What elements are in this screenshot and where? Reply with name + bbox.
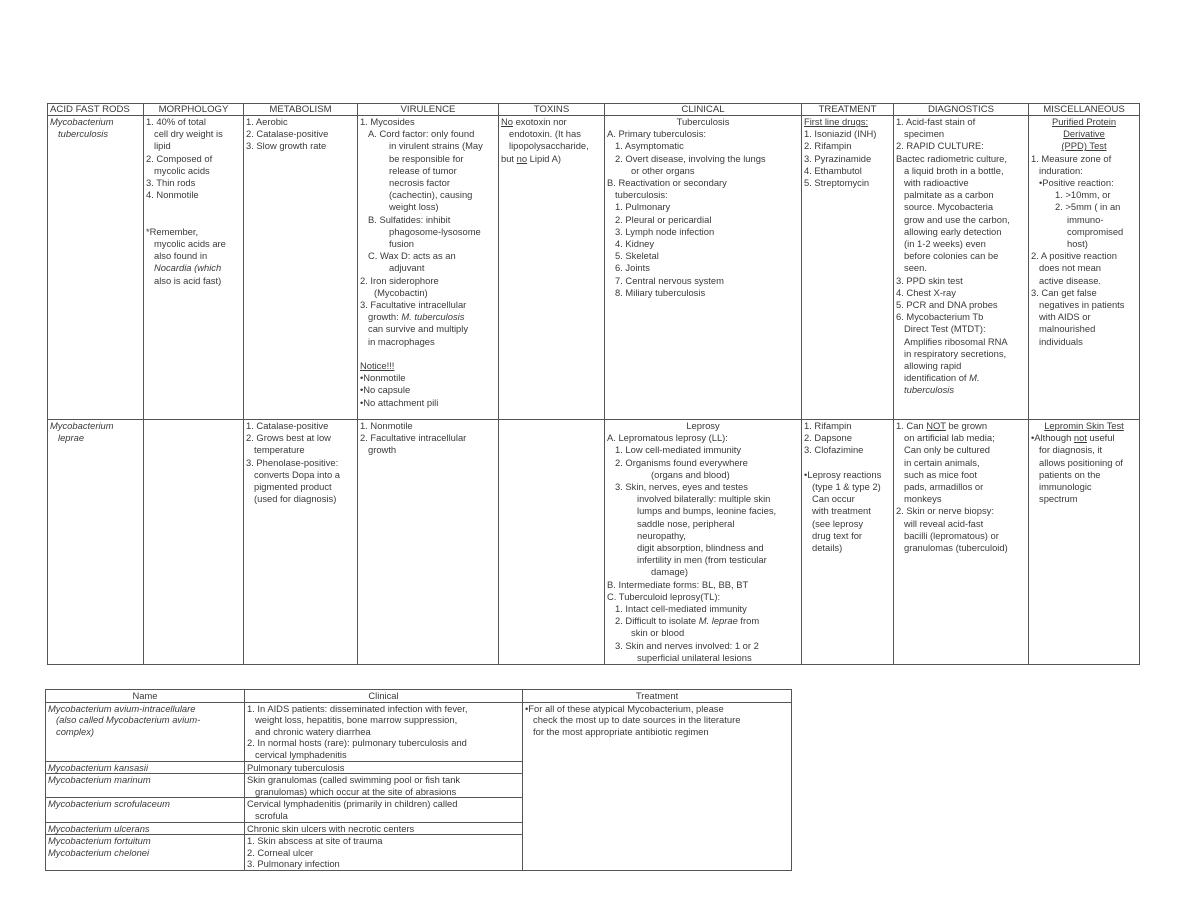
text-line: C. Wax D: acts as an xyxy=(368,250,456,262)
text-line: tuberculosis xyxy=(904,384,955,396)
text-line: tuberculosis: xyxy=(615,189,668,201)
text-line: First line drugs: xyxy=(804,116,869,127)
acid-fast-rods-table xyxy=(47,103,1140,665)
header-toxins: TOXINS xyxy=(499,104,605,116)
text-line: Mycobacterium avium-intracellulare xyxy=(48,702,196,714)
text-line: tuberculosis xyxy=(58,128,109,140)
cell-name xyxy=(46,702,245,761)
text-line: immunologic xyxy=(1039,481,1092,493)
text-line: 3. Lymph node infection xyxy=(615,225,715,237)
text-line: 3. Pyrazinamide xyxy=(804,152,872,164)
text-line: damage) xyxy=(651,566,689,578)
text-line: Lepromin Skin Test xyxy=(1044,420,1124,431)
text-line: lipopolysaccharide, xyxy=(509,140,589,152)
text-line: 2. Iron siderophore xyxy=(360,274,439,286)
text-line: mycolic acids are xyxy=(154,238,226,250)
text-line: (used for diagnosis) xyxy=(254,493,337,505)
text-line: individuals xyxy=(1039,335,1083,347)
header-metabolism: METABOLISM xyxy=(244,104,358,116)
text-line: 2. Skin or nerve biopsy: xyxy=(896,505,994,517)
text-line: 4. Ethambutol xyxy=(804,164,862,176)
text-line: Chronic skin ulcers with necrotic centers xyxy=(247,822,415,834)
text-line: 5. PCR and DNA probes xyxy=(896,299,998,311)
text-line: Mycobacterium fortuitum xyxy=(48,835,151,847)
header-name: Name xyxy=(46,690,245,703)
text-line: immuno- xyxy=(1067,213,1104,225)
text-line: Amplifies ribosomal RNA xyxy=(904,335,1008,347)
text-line: 3. Skin and nerves involved: 1 or 2 xyxy=(615,639,759,651)
cell-clinical xyxy=(245,835,523,871)
table-row xyxy=(46,702,792,761)
text-line: 1. Intact cell-mediated immunity xyxy=(615,603,747,615)
text-line: active disease. xyxy=(1039,274,1102,286)
header-clinical: Clinical xyxy=(245,690,523,703)
cell-name xyxy=(46,774,245,798)
text-line: 1. Aerobic xyxy=(246,116,288,127)
text-line xyxy=(146,201,241,213)
text-line: 1. In AIDS patients: disseminated infection with fever, xyxy=(247,702,468,714)
text-line: lipid xyxy=(154,140,171,152)
text-line: does not mean xyxy=(1039,262,1102,274)
text-line: 2. Difficult to isolate M. leprae from xyxy=(615,615,760,627)
text-line: temperature xyxy=(254,444,305,456)
text-line: •Positive reaction: xyxy=(1039,177,1114,189)
text-line: *Remember, xyxy=(146,225,199,237)
text-line: 1. Can NOT be grown xyxy=(896,420,988,431)
text-line: Mycobacterium ulcerans xyxy=(48,822,150,834)
text-line: 4. Chest X-ray xyxy=(896,286,956,298)
cell-clinical xyxy=(245,702,523,761)
text-line: before colonies can be xyxy=(904,250,999,262)
text-line: Direct Test (MTDT): xyxy=(904,323,986,335)
text-line: grow and use the carbon, xyxy=(904,213,1010,225)
text-line: 1. Pulmonary xyxy=(615,201,671,213)
cell-toxins xyxy=(499,420,605,665)
text-line: (Mycobactin) xyxy=(374,286,428,298)
text-line: Derivative xyxy=(1063,128,1105,140)
text-line: Can only be cultured xyxy=(904,444,990,456)
text-line: 2. Overt disease, involving the lungs xyxy=(615,152,766,164)
text-line: 3. Pulmonary infection xyxy=(247,858,340,870)
text-line: •For all of these atypical Mycobacterium, please xyxy=(525,702,724,714)
cell-morphology xyxy=(144,420,244,665)
cell-clinical xyxy=(245,774,523,798)
table1-header-row xyxy=(48,104,1140,116)
table2-header-row xyxy=(46,690,792,703)
header-virulence: VIRULENCE xyxy=(358,104,499,116)
cell-clinical xyxy=(245,798,523,822)
text-line: (see leprosy xyxy=(812,517,864,529)
text-line: a liquid broth in a bottle, xyxy=(904,164,1004,176)
table-row-tuberculosis xyxy=(48,116,1140,420)
text-line: weight loss) xyxy=(389,201,439,213)
text-line: •No capsule xyxy=(360,384,411,396)
text-line: 2. In normal hosts (rare): pulmonary tuberculosis and xyxy=(247,737,467,749)
text-line: C. Tuberculoid leprosy(TL): xyxy=(607,590,721,602)
text-line: 2. Corneal ulcer xyxy=(247,846,314,858)
text-line: leprae xyxy=(58,432,85,444)
text-line: with treatment xyxy=(812,505,871,517)
header-treatment: TREATMENT xyxy=(802,104,894,116)
cell-clinical xyxy=(245,761,523,774)
text-line: superficial unilateral lesions xyxy=(637,651,752,663)
text-line xyxy=(360,348,496,360)
header-treatment: Treatment xyxy=(523,690,792,703)
cell-treatment xyxy=(802,420,894,665)
text-line: 6. Mycobacterium Tb xyxy=(896,311,984,323)
text-line: 2. A positive reaction xyxy=(1031,250,1117,262)
text-line: 6. Joints xyxy=(615,262,650,274)
cell-clinical xyxy=(605,420,802,665)
text-line: 2. Organisms found everywhere xyxy=(615,456,748,468)
text-line: 1. Rifampin xyxy=(804,420,852,431)
text-line: phagosome-lysosome xyxy=(389,225,481,237)
text-line: Mycobacterium kansasii xyxy=(48,761,149,773)
header-acid-fast-rods: ACID FAST RODS xyxy=(48,104,144,116)
text-line: in respiratory secretions, xyxy=(904,347,1007,359)
text-line: identification of M. xyxy=(904,372,980,384)
text-line: with AIDS or xyxy=(1039,311,1091,323)
text-line: for the most appropriate antibiotic regimen xyxy=(533,725,709,737)
text-line: 7. Central nervous system xyxy=(615,274,724,286)
text-line: complex) xyxy=(56,725,95,737)
text-line: pads, armadillos or xyxy=(904,481,984,493)
text-line: converts Dopa into a xyxy=(254,468,340,480)
text-line: also is acid fast) xyxy=(154,274,222,286)
text-line: B. Sulfatides: inhibit xyxy=(368,213,451,225)
text-line: saddle nose, peripheral xyxy=(637,517,735,529)
text-line: (PPD) Test xyxy=(1061,140,1107,152)
text-line: 8. Miliary tuberculosis xyxy=(615,286,706,298)
text-line: 2. Dapsone xyxy=(804,432,852,444)
text-line: 2. Rifampin xyxy=(804,140,852,152)
text-line: 3. Clofazimine xyxy=(804,444,864,456)
text-line: 2. Facultative intracellular xyxy=(360,432,467,444)
text-line: cervical lymphadenitis xyxy=(255,748,347,760)
text-line: 2. Composed of xyxy=(146,152,213,164)
text-line: can survive and multiply xyxy=(368,323,469,335)
text-line: with radioactive xyxy=(904,177,969,189)
text-line: 2. >5mm ( in an xyxy=(1055,201,1121,213)
text-line: A. Primary tuberculosis: xyxy=(607,128,706,140)
cell-treatment xyxy=(523,702,792,870)
text-line xyxy=(146,214,241,226)
text-line: seen. xyxy=(904,262,927,274)
text-line: Bactec radiometric culture, xyxy=(896,152,1007,164)
cell-diagnostics xyxy=(894,116,1029,420)
text-line: spectrum xyxy=(1039,493,1078,505)
text-line: (also called Mycobacterium avium- xyxy=(56,714,201,726)
text-line: 3. Slow growth rate xyxy=(246,140,327,152)
header-miscellaneous: MISCELLANEOUS xyxy=(1029,104,1140,116)
text-line: monkeys xyxy=(904,493,942,505)
text-line: specimen xyxy=(904,128,945,140)
text-line: (in 1-2 weeks) even xyxy=(904,238,986,250)
text-line: lumps and bumps, leonine facies, xyxy=(637,505,777,517)
text-line: host) xyxy=(1067,238,1088,250)
text-line: Mycobacterium marinum xyxy=(48,774,151,786)
cell-name xyxy=(46,798,245,822)
text-line: on artificial lab media; xyxy=(904,432,995,444)
text-line: malnourished xyxy=(1039,323,1096,335)
text-line: Mycobacterium xyxy=(50,420,114,431)
text-line: Can occur xyxy=(812,493,855,505)
text-line: details) xyxy=(812,542,843,554)
text-line: •Leprosy reactions xyxy=(804,468,882,480)
text-line: 1. Mycosides xyxy=(360,116,415,127)
text-line: compromised xyxy=(1067,225,1124,237)
text-line: •Although not useful xyxy=(1031,432,1115,444)
text-line: 3. Facultative intracellular xyxy=(360,299,467,311)
cell-metabolism xyxy=(244,116,358,420)
text-line: 4. Nonmotile xyxy=(146,189,199,201)
text-line: 1. Acid-fast stain of xyxy=(896,116,976,127)
text-line: 4. Kidney xyxy=(615,238,655,250)
cell-virulence xyxy=(358,420,499,665)
cell-clinical xyxy=(245,822,523,835)
text-line: and chronic watery diarrhea xyxy=(255,725,371,737)
text-line: release of tumor xyxy=(389,164,457,176)
text-line: 1. Skin abscess at site of trauma xyxy=(247,835,383,847)
cell-virulence xyxy=(358,116,499,420)
text-line: endotoxin. (It has xyxy=(509,128,581,140)
text-line: skin or blood xyxy=(631,627,685,639)
text-line: in certain animals, xyxy=(904,456,980,468)
text-line: (organs and blood) xyxy=(651,468,730,480)
text-line: bacilli (lepromatous) or xyxy=(904,529,999,541)
text-line: •No attachment pili xyxy=(360,396,439,408)
cell-morphology xyxy=(144,116,244,420)
text-line: involved bilaterally: multiple skin xyxy=(637,493,771,505)
header-clinical: CLINICAL xyxy=(605,104,802,116)
text-line: (cachectin), causing xyxy=(389,189,473,201)
cell-name xyxy=(48,420,144,665)
text-line: 3. Thin rods xyxy=(146,177,196,189)
text-line: (type 1 & type 2) xyxy=(812,481,881,493)
text-line: 3. Can get false xyxy=(1031,286,1097,298)
text-line: 1. 40% of total xyxy=(146,116,206,127)
cell-metabolism xyxy=(244,420,358,665)
text-line: allowing early detection xyxy=(904,225,1002,237)
text-line: mycolic acids xyxy=(154,164,210,176)
text-line xyxy=(804,457,891,469)
text-line: 5. Skeletal xyxy=(615,250,659,262)
text-line: weight loss, hepatitis, bone marrow suppression, xyxy=(255,714,458,726)
text-line: necrosis factor xyxy=(389,177,450,189)
cell-toxins xyxy=(499,116,605,420)
text-line: Skin granulomas (called swimming pool or fish tank xyxy=(247,774,461,786)
cell-miscellaneous xyxy=(1029,420,1140,665)
text-line: induration: xyxy=(1039,164,1083,176)
text-line: Tuberculosis xyxy=(676,116,730,127)
text-line: B. Intermediate forms: BL, BB, BT xyxy=(607,578,749,590)
text-line: 1. Isoniazid (INH) xyxy=(804,128,877,140)
text-line: 5. Streptomycin xyxy=(804,177,870,189)
text-line: Purified Protein xyxy=(1051,116,1117,127)
text-line: 3. PPD skin test xyxy=(896,274,963,286)
text-line: 2. Catalase-positive xyxy=(246,128,329,140)
text-line: scrofula xyxy=(255,809,288,821)
text-line: palmitate as a carbon xyxy=(904,189,994,201)
text-line: growth xyxy=(368,444,397,456)
text-line: or other organs xyxy=(631,164,695,176)
text-line: Notice!!! xyxy=(360,360,395,372)
text-line: A. Cord factor: only found xyxy=(368,128,475,140)
text-line: negatives in patients xyxy=(1039,299,1125,311)
cell-treatment xyxy=(802,116,894,420)
text-line: Mycobacterium scrofulaceum xyxy=(48,798,170,810)
text-line: fusion xyxy=(389,238,415,250)
text-line: in virulent strains (May xyxy=(389,140,483,152)
text-line: patients on the xyxy=(1039,468,1101,480)
text-line: 2. RAPID CULTURE: xyxy=(896,140,984,152)
text-line: growth: M. tuberculosis xyxy=(368,311,465,323)
cell-diagnostics xyxy=(894,420,1029,665)
text-line: Cervical lymphadenitis (primarily in children) called xyxy=(247,798,458,810)
table-row-leprae xyxy=(48,420,1140,665)
text-line: Mycobacterium xyxy=(50,116,114,127)
text-line: source. Mycobacteria xyxy=(904,201,994,213)
text-line: adjuvant xyxy=(389,262,425,274)
cell-name xyxy=(48,116,144,420)
text-line: drug text for xyxy=(812,529,863,541)
text-line: granulomas) which occur at the site of abrasions xyxy=(255,785,457,797)
text-line: in macrophages xyxy=(368,335,435,347)
text-line: be responsible for xyxy=(389,152,464,164)
text-line: check the most up to date sources in the literature xyxy=(533,714,741,726)
text-line: 3. Phenolase-positive: xyxy=(246,456,339,468)
text-line: •Nonmotile xyxy=(360,372,406,384)
cell-clinical xyxy=(605,116,802,420)
text-line: allows positioning of xyxy=(1039,456,1123,468)
cell-name xyxy=(46,835,245,871)
text-line: 2. Pleural or pericardial xyxy=(615,213,712,225)
text-line: 1. Measure zone of xyxy=(1031,152,1112,164)
text-line: Leprosy xyxy=(686,420,720,431)
text-line: 1. Nonmotile xyxy=(360,420,413,431)
text-line: allowing rapid xyxy=(904,360,962,372)
text-line: 1. Low cell-mediated immunity xyxy=(615,444,742,456)
header-diagnostics: DIAGNOSTICS xyxy=(894,104,1029,116)
text-line: will reveal acid-fast xyxy=(904,517,984,529)
text-line: 2. Grows best at low xyxy=(246,432,331,444)
text-line: 1. Catalase-positive xyxy=(246,420,329,431)
text-line: 1. Asymptomatic xyxy=(615,140,684,152)
text-line: also found in xyxy=(154,250,208,262)
text-line: digit absorption, blindness and xyxy=(637,542,764,554)
cell-miscellaneous xyxy=(1029,116,1140,420)
text-line: 3. Skin, nerves, eyes and testes xyxy=(615,481,748,493)
text-line: No exotoxin nor xyxy=(501,116,567,127)
text-line: such as mice foot xyxy=(904,468,977,480)
header-morphology: MORPHOLOGY xyxy=(144,104,244,116)
text-line: cell dry weight is xyxy=(154,128,223,140)
text-line: granulomas (tuberculoid) xyxy=(904,542,1008,554)
text-line: B. Reactivation or secondary xyxy=(607,177,727,189)
text-line: A. Lepromatous leprosy (LL): xyxy=(607,432,728,444)
cell-name xyxy=(46,761,245,774)
text-line: neuropathy, xyxy=(637,529,686,541)
text-line: Nocardia (which xyxy=(154,262,222,274)
text-line: Pulmonary tuberculosis xyxy=(247,761,345,773)
text-line: for diagnosis, it xyxy=(1039,444,1103,456)
text-line: pigmented product xyxy=(254,481,332,493)
text-line: but no Lipid A) xyxy=(501,152,561,164)
text-line: Mycobacterium chelonei xyxy=(48,846,150,858)
cell-name xyxy=(46,822,245,835)
text-line: 1. >10mm, or xyxy=(1055,189,1111,201)
text-line: infertility in men (from testicular xyxy=(637,554,767,566)
atypical-mycobacteria-table xyxy=(45,689,792,871)
